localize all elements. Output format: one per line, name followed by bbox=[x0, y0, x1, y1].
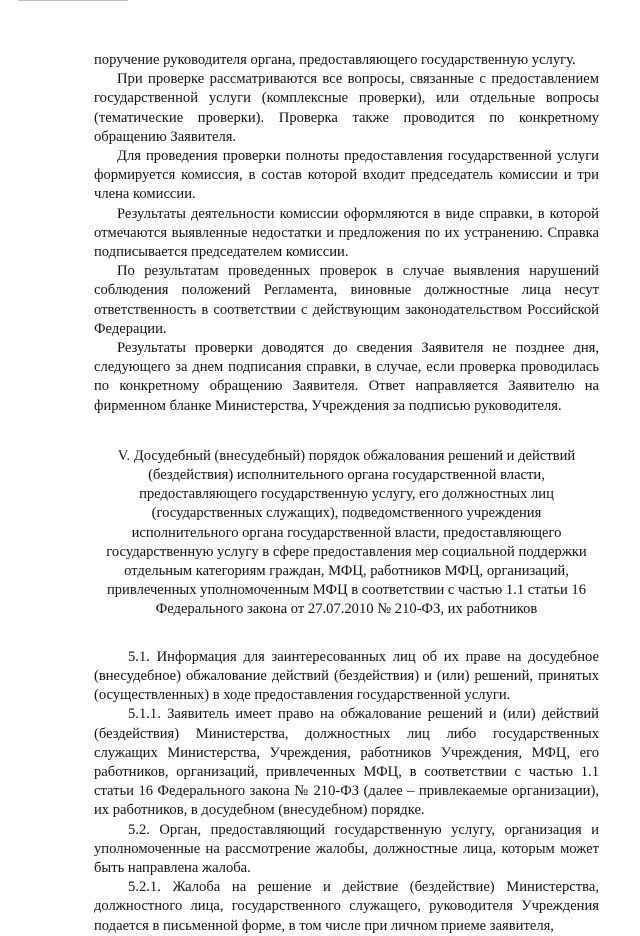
paragraph: поручение руководителя органа, предоставляющего государственную услугу. bbox=[94, 52, 576, 68]
document-page bbox=[94, 51, 599, 936]
paragraph: При проверке рассматриваются все вопросы, связанные с предоставлением государственной услуги (комплексные проверки), или отдельные вопросы (тематические проверки). Проверка также проводится по конкретному обращению Заявителя. bbox=[94, 71, 599, 145]
paragraph: 5.1. Информация для заинтересованных лиц об их праве на досудебное (внесудебное) обжалование действий (бездействия) и (или) решений, принятых (осуществленных) в ходе предоставления государственной услуги. bbox=[94, 648, 599, 704]
scan-edge-mark bbox=[18, 0, 128, 1]
paragraph: Для проведения проверки полноты предоставления государственной услуги формируется комиссия, в состав которой входит председатель комиссии и три члена комиссии. bbox=[94, 148, 599, 203]
paragraph: Результаты деятельности комиссии оформляются в виде справки, в которой отмечаются выявленные недостатки и предложения по их устранению. Справка подписывается председателем комиссии. bbox=[94, 205, 599, 261]
paragraph: Результаты проверки доводятся до сведения Заявителя не позднее дня, следующего за днем подписания справки, в случае, если проверка проводилась по конкретному обращению Заявителя. Ответ направляется Заявителю на фирменном бланке Министерства, Учреждения за подписью руководителя. bbox=[94, 340, 599, 414]
paragraph: 5.2.1. Жалоба на решение и действие (бездействие) Министерства, должностного лица, государственного служащего, руководителя Учреждения подается в письменной форме, в том числе при личном приеме заявителя, bbox=[94, 879, 599, 934]
paragraph: 5.1.1. Заявитель имеет право на обжалование решений и (или) действий (бездействия) Министерства, должностных лиц либо государственных служащих Министерства, Учреждения, работников Учреждения, МФЦ, его работников, организаций, привлеченных МФЦ, в соответствии с частью 1.1 статьи 16 Федерального закона № 210-ФЗ (далее – привлекаемые организации), их работников, в досудебном (внесудебном) порядке. bbox=[94, 706, 599, 819]
paragraph: По результатам проведенных проверок в случае выявления нарушений соблюдения положений Регламента, виновные должностные лица несут ответственность в соответствии с действующим законодательством Российской Федерации. bbox=[94, 263, 599, 337]
spacer bbox=[94, 620, 599, 648]
section-heading: V. Досудебный (внесудебный) порядок обжалования решений и действий (бездействия) исполнительного органа государственной власти, предоставляющего государственную услугу, его должностных лиц (государственных служащих), подведомственного учреждения исполнительного органа государственной власти, предоставляющего государственную услугу в сфере предоставления мер социальной поддержки отдельным категориям граждан, МФЦ, работников МФЦ, организаций, привлеченных уполномоченным МФЦ в соответствии с частью 1.1 статьи 16 Федерального закона от 27.07.2010 № 210-ФЗ, их работников bbox=[106, 447, 587, 618]
paragraph: 5.2. Орган, предоставляющий государственную услугу, организация и уполномоченные на рассмотрение жалобы, должностные лица, которым может быть направлена жалоба. bbox=[94, 821, 599, 876]
